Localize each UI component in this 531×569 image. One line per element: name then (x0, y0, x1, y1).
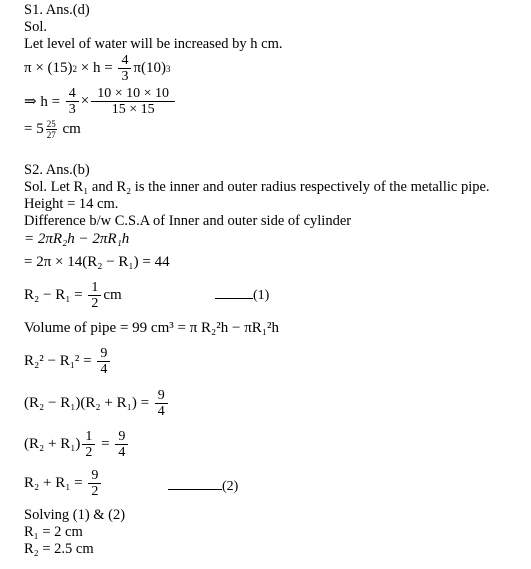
s2-eq-g-mid: = (97, 436, 114, 452)
s2-equation-d: Volume of pipe = 99 cm³ = π R₂²h − πR₁²h (24, 320, 280, 336)
s2-eq-e-den: 4 (100, 362, 108, 377)
s1-eq3-frac-den: 27 (46, 130, 56, 140)
s1-intro-text: Let level of water will be increased by h cm. (24, 36, 283, 52)
s2-solving-line: Solving (1) & (2) (24, 507, 126, 523)
s1-equation-2 (24, 86, 177, 117)
s2-tag-1 (215, 288, 269, 304)
s2-tag-1-line (215, 298, 253, 299)
s2-eq-e-left: R₂² − R₁² = (24, 353, 96, 369)
s2-equation-g (24, 429, 130, 460)
s2-tag-2-label: (2) (222, 479, 239, 494)
s1-eq2-fraction-1 (66, 86, 79, 117)
s2-sol-line: Sol. Let R₁ and R₂ is the inner and outer radius respectively of the metallic pipe. (24, 179, 490, 195)
s2-eq-h-den: 2 (91, 484, 99, 499)
s2-eq-e-fraction (97, 346, 110, 377)
s2-tag-2-line (168, 489, 222, 490)
s1-eq2-frac1-den: 3 (68, 102, 76, 117)
s1-eq1-right: π(10) (133, 60, 167, 76)
s2-eq-g-num1: 1 (82, 429, 95, 445)
s2-result-r1: R₁ = 2 cm (24, 524, 83, 540)
s2-heading: S2. Ans.(b) (24, 162, 90, 178)
s1-eq3-fraction (46, 119, 57, 140)
s1-eq2-frac2-num: 10 × 10 × 10 (91, 86, 175, 102)
s1-eq1-frac-num: 4 (118, 53, 131, 69)
s2-eq-g-den1: 2 (85, 445, 93, 460)
s2-result-r2: R₂ = 2.5 cm (24, 541, 94, 557)
s2-equation-c (24, 280, 122, 311)
s2-equation-h (24, 468, 103, 499)
s2-equation-b: = 2π × 14(R₂ − R₁) = 44 (24, 254, 170, 270)
s1-eq3-lead: = 5 (24, 121, 44, 137)
s1-eq2-frac2-den: 15 × 15 (111, 102, 155, 117)
s1-eq1-left: π × (15) (24, 60, 73, 76)
s2-eq-h-num: 9 (88, 468, 101, 484)
s2-difference-line: Difference b/w C.S.A of Inner and outer side of cylinder (24, 213, 352, 229)
s2-eq-f-den: 4 (157, 404, 165, 419)
s2-eq-e-num: 9 (97, 346, 110, 362)
s1-eq1-frac-den: 3 (121, 69, 129, 84)
s1-eq2-lead: ⇒ h = (24, 94, 64, 110)
s2-eq-f-fraction (155, 388, 168, 419)
s1-eq1-exp: 2 (72, 63, 78, 74)
s1-eq2-times: × (80, 93, 90, 109)
s2-eq-g-num2: 9 (115, 429, 128, 445)
s2-eq-f-left: (R₂ − R₁)(R₂ + R₁) = (24, 395, 153, 411)
s2-eq-c-fraction (88, 280, 101, 311)
s2-height-line: Height = 14 cm. (24, 196, 119, 212)
s1-heading: S1. Ans.(d) (24, 2, 90, 18)
s1-eq2-frac1-num: 4 (66, 86, 79, 102)
s2-eq-g-fraction-1 (82, 429, 95, 460)
s2-eq-f-num: 9 (155, 388, 168, 404)
s2-eq-g-fraction-2 (115, 429, 128, 460)
s2-tag-2 (168, 479, 238, 495)
s1-eq1-fraction (118, 53, 131, 84)
s1-eq3-frac-num: 25 (46, 119, 56, 129)
s1-equation-3 (24, 119, 81, 140)
s2-eq-c-left: R₂ − R₁ = (24, 287, 87, 303)
s1-eq3-unit: cm (58, 121, 81, 137)
s1-eq1-right-exp: 3 (166, 63, 171, 74)
s1-eq1-mid: × h = (77, 60, 117, 76)
s2-eq-c-unit: cm (103, 287, 122, 303)
s1-sol-label: Sol. (24, 19, 47, 35)
s2-eq-g-den2: 4 (118, 445, 126, 460)
s2-eq-c-num: 1 (88, 280, 101, 296)
s2-eq-h-fraction (88, 468, 101, 499)
s2-equation-f (24, 388, 170, 419)
s2-eq-c-den: 2 (91, 296, 99, 311)
s2-eq-h-left: R₂ + R₁ = (24, 475, 87, 491)
s1-eq2-fraction-2 (91, 86, 175, 117)
s2-eq-g-left: (R₂ + R₁) (24, 436, 81, 452)
s2-equation-a: = 2πR₂h − 2πR₁h (24, 231, 130, 247)
s2-equation-e (24, 346, 112, 377)
s2-tag-1-label: (1) (253, 288, 270, 303)
s1-equation-1 (24, 53, 171, 84)
